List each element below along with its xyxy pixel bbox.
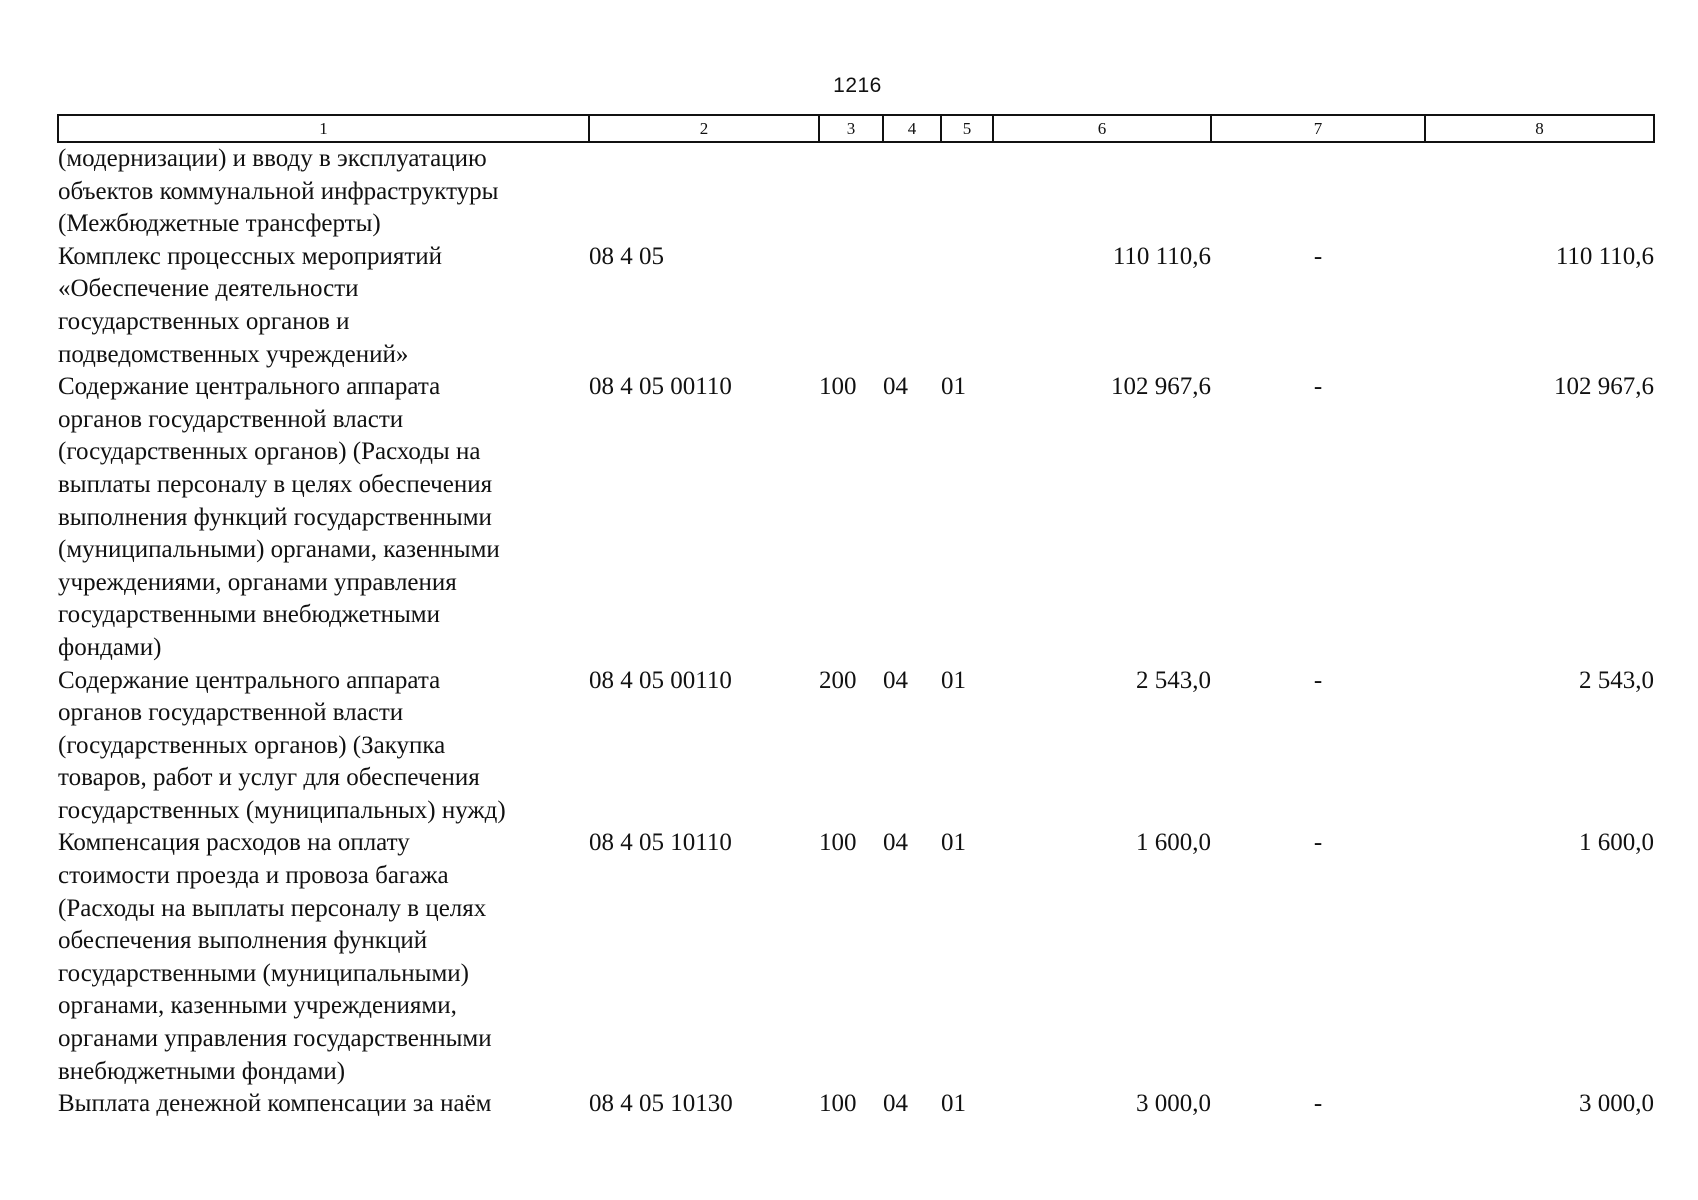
expense-type-code: 200 bbox=[819, 666, 857, 694]
amount-col-7: - bbox=[1313, 1090, 1323, 1118]
expense-name-line: (муниципальными) органами, казенными bbox=[58, 536, 500, 564]
expense-name-line: Содержание центрального аппарата bbox=[58, 373, 441, 401]
amount-col-6 bbox=[993, 142, 1211, 241]
expense-name bbox=[58, 665, 589, 828]
section-code bbox=[883, 241, 941, 371]
target-article-code: 08 4 05 00110 bbox=[589, 373, 732, 401]
expense-name-line: внебюджетными фондами) bbox=[58, 1057, 346, 1085]
budget-table bbox=[57, 114, 1655, 1121]
expense-name bbox=[58, 371, 589, 664]
expense-name-line: органов государственной власти bbox=[58, 699, 404, 727]
expense-name-line: подведомственных учреждений» bbox=[58, 340, 409, 368]
target-article-code: 08 4 05 bbox=[589, 242, 664, 270]
expense-name bbox=[58, 827, 589, 1088]
header-col-6: 6 bbox=[993, 115, 1211, 142]
subsection-code: 01 bbox=[941, 1090, 966, 1118]
table-body bbox=[58, 142, 1654, 1121]
expense-type-code bbox=[819, 142, 883, 241]
expense-name bbox=[58, 241, 589, 371]
header-row bbox=[58, 115, 1654, 142]
amount-col-7: - bbox=[1313, 666, 1323, 694]
expense-name-line: (государственных органов) (Закупка bbox=[58, 731, 446, 759]
amount-col-7 bbox=[1211, 142, 1425, 241]
expense-name-line: (государственных органов) (Расходы на bbox=[58, 438, 481, 466]
amount-col-7: - bbox=[1313, 829, 1323, 857]
section-code: 04 bbox=[883, 373, 908, 401]
expense-name-line: фондами) bbox=[58, 633, 162, 661]
amount-col-6: 110 110,6 bbox=[1112, 242, 1211, 270]
header-col-5: 5 bbox=[941, 115, 993, 142]
expense-type-code: 100 bbox=[819, 1090, 857, 1118]
header-col-4: 4 bbox=[883, 115, 941, 142]
table-row bbox=[58, 371, 1654, 664]
target-article-code: 08 4 05 10110 bbox=[589, 829, 732, 857]
expense-name-line: государственными (муниципальными) bbox=[58, 959, 469, 987]
page-number: 1216 bbox=[833, 74, 882, 97]
expense-type-code: 100 bbox=[819, 373, 857, 401]
expense-name bbox=[58, 142, 589, 241]
header-col-8: 8 bbox=[1425, 115, 1654, 142]
table-row bbox=[58, 241, 1654, 371]
amount-col-6: 102 967,6 bbox=[1111, 373, 1211, 401]
expense-type-code: 100 bbox=[819, 829, 857, 857]
expense-name-line: государственных органов и bbox=[58, 307, 350, 335]
amount-col-8: 110 110,6 bbox=[1555, 242, 1654, 270]
amount-col-6: 3 000,0 bbox=[1136, 1090, 1211, 1118]
expense-name-line: (Межбюджетные трансферты) bbox=[58, 210, 381, 238]
amount-col-6: 1 600,0 bbox=[1136, 829, 1211, 857]
target-article-code: 08 4 05 10130 bbox=[589, 1090, 733, 1118]
section-code: 04 bbox=[883, 666, 908, 694]
expense-name-line: органами, казенными учреждениями, bbox=[58, 992, 457, 1020]
subsection-code: 01 bbox=[941, 829, 966, 857]
expense-name-line: органами управления государственными bbox=[58, 1025, 492, 1053]
subsection-code: 01 bbox=[941, 666, 966, 694]
header-col-2: 2 bbox=[589, 115, 819, 142]
target-article-code: 08 4 05 00110 bbox=[589, 666, 732, 694]
amount-col-7: - bbox=[1313, 242, 1323, 270]
table-row bbox=[58, 827, 1654, 1088]
expense-name-line: «Обеспечение деятельности bbox=[58, 275, 359, 303]
amount-col-8: 1 600,0 bbox=[1579, 829, 1654, 857]
expense-name-line: (модернизации) и вводу в эксплуатацию bbox=[58, 145, 487, 172]
amount-col-6: 2 543,0 bbox=[1136, 666, 1211, 694]
section-code bbox=[883, 142, 941, 241]
subsection-code bbox=[941, 142, 993, 241]
expense-name-line: Компенсация расходов на оплату bbox=[58, 829, 410, 857]
expense-name-line: выполнения функций государственными bbox=[58, 503, 492, 531]
expense-name-line: выплаты персоналу в целях обеспечения bbox=[58, 470, 493, 498]
expense-name-line: объектов коммунальной инфраструктуры bbox=[58, 177, 499, 205]
table-row bbox=[58, 142, 1654, 241]
column-number-header bbox=[58, 115, 1654, 142]
expense-name-line: органов государственной власти bbox=[58, 405, 404, 433]
expense-name-line: товаров, работ и услуг для обеспечения bbox=[58, 764, 480, 792]
section-code: 04 bbox=[883, 829, 908, 857]
subsection-code bbox=[941, 241, 993, 371]
header-col-1: 1 bbox=[58, 115, 589, 142]
expense-name-line: государственных (муниципальных) нужд) bbox=[58, 796, 506, 824]
table-row bbox=[58, 665, 1654, 828]
header-col-3: 3 bbox=[819, 115, 883, 142]
expense-name-line: Выплата денежной компенсации за наём bbox=[58, 1090, 492, 1118]
expense-name bbox=[58, 1088, 589, 1121]
expense-type-code bbox=[819, 241, 883, 371]
table-row bbox=[58, 1088, 1654, 1121]
expense-name-line: Содержание центрального аппарата bbox=[58, 666, 441, 694]
subsection-code: 01 bbox=[941, 373, 966, 401]
section-code: 04 bbox=[883, 1090, 908, 1118]
expense-name-line: обеспечения выполнения функций bbox=[58, 927, 428, 955]
amount-col-8 bbox=[1425, 142, 1654, 241]
expense-name-line: (Расходы на выплаты персоналу в целях bbox=[58, 894, 487, 922]
target-article-code bbox=[589, 142, 819, 241]
expense-name-line: стоимости проезда и провоза багажа bbox=[58, 862, 449, 890]
amount-col-7: - bbox=[1313, 373, 1323, 401]
amount-col-8: 3 000,0 bbox=[1579, 1090, 1654, 1118]
amount-col-8: 102 967,6 bbox=[1554, 373, 1654, 401]
expense-name-line: Комплекс процессных мероприятий bbox=[58, 242, 443, 270]
header-col-7: 7 bbox=[1211, 115, 1425, 142]
expense-name-line: государственными внебюджетными bbox=[58, 601, 441, 629]
amount-col-8: 2 543,0 bbox=[1579, 666, 1654, 694]
expense-name-line: учреждениями, органами управления bbox=[58, 568, 457, 596]
